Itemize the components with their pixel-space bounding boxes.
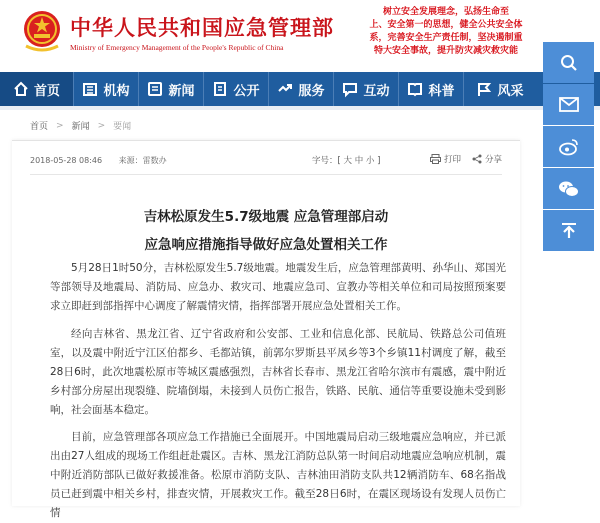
font-size-control[interactable]: 字号：[ 大 中 小 ] [312,156,381,166]
article-paragraph: 目前，应急管理部各项应急工作措施已全面展开。中国地震局启动三级地震应急响应，并已派出由27人组成的现场工作组赶赴震区。吉林、黑龙江消防总队第一时间启动地震应急响应机制，震中附近消防部队已做好救援准备。松原市消防支队、吉林油田消防支队共12辆消防车、68名指战员已赶到震中相关乡村，排查灾情，开展救灾工作。截至28日6时，在震区现场设有发现人员伤亡情 [50,431,506,519]
back-to-top-button[interactable] [543,210,594,251]
article-headline-line-2: 应急响应措施指导做好应急处置相关工作 [144,237,388,253]
share-button[interactable] [472,153,502,165]
print-button[interactable] [430,153,461,165]
breadcrumb [30,119,131,132]
site-title-english: Ministry of Emergency Management of the People's Republic of China [70,43,284,52]
article-paragraph: 5月28日1时50分，吉林松原发生5.7级地震。地震发生后，应急管理部黄明、孙华山、郑国光等部领导及地震局、消防局、应急办、救灾司、地震应急司、宣教办等相关单位和司局按照预案要求立即赶到部指挥中心调度了解震情灾情，指挥部署开展应急处置相关工作。 [50,262,506,312]
nav-item-disclosure[interactable] [204,72,268,106]
weibo-button[interactable] [543,126,594,167]
nav-item-home[interactable] [0,72,73,106]
wechat-icon [558,180,580,198]
nav-label: 科普 [428,83,455,99]
slogan-line: 树立安全发展理念，弘扬生命至 [382,7,509,17]
site-title[interactable]: 中华人民共和国应急管理部 [70,15,334,40]
nav-label: 服务 [298,83,325,99]
news-icon [147,81,163,97]
disclosure-icon [212,81,228,97]
print-label: 打印 [444,155,462,165]
nav-item-interact[interactable] [334,72,398,106]
nav-label: 新闻 [168,83,195,99]
mail-icon [559,97,579,112]
article-date: 2018-05-28 08:46 [30,156,103,165]
service-icon [277,81,293,97]
nav-label: 互动 [363,83,390,99]
site-header [0,0,600,72]
nav-label: 首页 [33,83,60,99]
printer-icon [430,154,441,164]
share-label: 分享 [485,155,503,165]
weibo-icon [559,138,579,155]
nav-item-news[interactable] [139,72,203,106]
wechat-button[interactable] [543,168,594,209]
nav-item-science[interactable] [399,72,463,106]
chat-icon [342,81,358,97]
search-icon [560,54,578,72]
slogan-line: 上、安全第一的思想，健全公共安全体 [369,20,523,30]
national-emblem-icon[interactable] [22,8,62,54]
breadcrumb-current[interactable]: 要闻 [113,122,132,132]
slogan [358,6,534,58]
nav-underbar [0,106,600,110]
nav-label: 机构 [103,83,130,99]
floating-sidebar [543,42,594,252]
breadcrumb-separator: > [97,120,106,131]
breadcrumb-separator: > [56,120,64,131]
slogan-line: 特大安全事故，提升防灾减灾救灾能 [373,46,518,56]
nav-item-org[interactable] [74,72,138,106]
back-to-top-icon [561,222,577,240]
share-icon [472,154,482,164]
article-panel [12,140,520,519]
flag-icon [476,81,492,97]
nav-item-service[interactable] [269,72,333,106]
nav-item-style[interactable] [464,72,536,106]
slogan-line: 系，完善安全生产责任制，坚决遏制重 [369,33,523,43]
breadcrumb-home[interactable]: 首页 [30,122,49,132]
org-icon [82,81,98,97]
nav-label: 风采 [497,83,524,99]
article-source: 来源：雷数办 [118,156,167,165]
article-headline-line-1: 吉林松原发生5.7级地震 应急管理部启动 [143,209,389,225]
main-nav [0,72,600,106]
mail-button[interactable] [543,84,594,125]
search-button[interactable] [543,42,594,83]
breadcrumb-news[interactable]: 新闻 [71,122,90,132]
article-meta [30,155,181,166]
book-icon [407,81,423,97]
home-icon [13,81,29,97]
nav-label: 公开 [233,83,260,99]
article-paragraph: 经向吉林省、黑龙江省、辽宁省政府和公安部、工业和信息化部、民航局、铁路总公司值班室，以及震中附近宁江区伯都乡、毛都站镇，前郭尔罗斯县平凤乡等3个乡镇11村调度了解，截至28日6时，此次地震松原市等城区震感强烈，吉林省长春市、黑龙江省哈尔滨市有震感，震中附近乡村部分房屋出现裂缝、院墙倒塌，未接到人员伤亡报告，铁路、民航、通信等重要设施未受到影响，社会面基本稳定。 [50,328,506,416]
meta-divider [30,174,502,175]
